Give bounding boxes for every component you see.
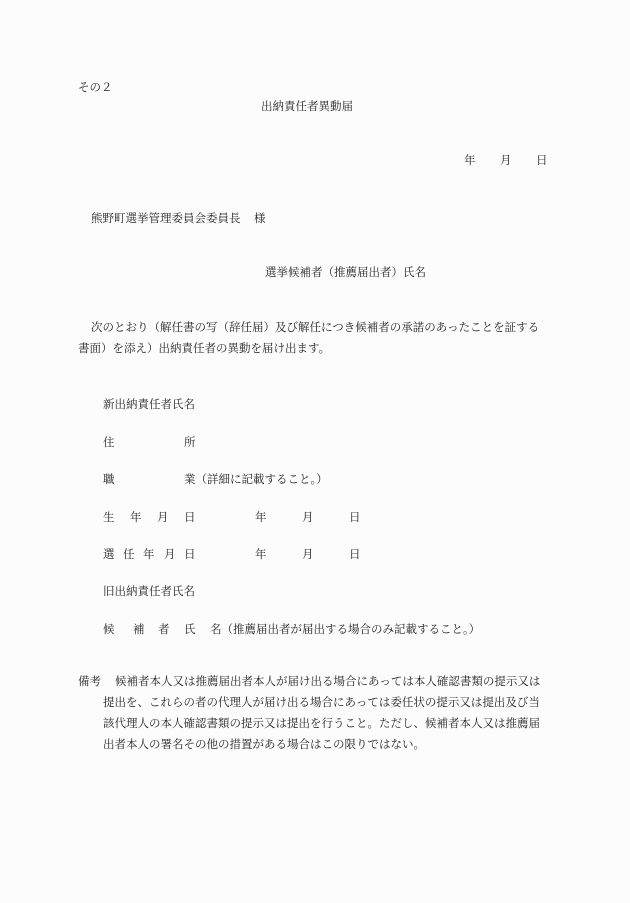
- address-label-char-2: 所: [184, 435, 196, 449]
- date-year: 年: [464, 153, 476, 167]
- candidate-label-char: 氏: [184, 622, 196, 636]
- appointment-label-char: 月: [164, 547, 176, 561]
- birthdate-label-char: 生: [103, 510, 115, 524]
- birthdate-day: 日: [349, 510, 361, 524]
- remarks-line-1: 候補者本人又は推薦届出者本人が届け出る場合にあっては本人確認書類の提示又は: [115, 674, 541, 688]
- appointment-label-char: 日: [184, 547, 196, 561]
- appointment-year: 年: [255, 547, 267, 561]
- candidate-label-rest: 名（推薦届出者が届出する場合のみ記載すること。）: [210, 622, 481, 636]
- address-label-char-1: 住: [103, 435, 115, 449]
- remarks-line-2: 提出を、これらの者の代理人が届け出る場合にあっては委任状の提示又は提出及び当: [103, 695, 540, 709]
- submitter-label: 選挙候補者（推薦届出者）氏名: [265, 265, 426, 279]
- appointment-day: 日: [349, 547, 361, 561]
- old-treasurer-name-label: 旧出納責任者氏名: [103, 584, 195, 598]
- form-number: その２: [78, 80, 113, 94]
- intro-line-1: 次のとおり（解任書の写（辞任届）及び解任につき候補者の承諾のあったことを証する: [91, 320, 540, 334]
- appointment-label-char: 任: [123, 547, 135, 561]
- birthdate-month: 月: [302, 510, 314, 524]
- occupation-label-rest: 業（詳細に記載すること。）: [184, 472, 328, 486]
- candidate-label-char: 候: [103, 622, 115, 636]
- document-title: 出納責任者異動届: [261, 99, 353, 113]
- birthdate-label-char: 日: [184, 510, 196, 524]
- remarks-heading: 備考: [78, 674, 101, 688]
- addressee-honorific: 様: [254, 211, 266, 225]
- intro-line-2: 書面）を添え）出納責任者の異動を届け出ます。: [78, 341, 331, 355]
- appointment-month: 月: [302, 547, 314, 561]
- addressee-name: 熊野町選挙管理委員会委員長: [91, 211, 241, 225]
- new-treasurer-name-label: 新出納責任者氏名: [103, 397, 195, 411]
- appointment-label-char: 年: [143, 547, 155, 561]
- candidate-label-char: 補: [133, 622, 145, 636]
- remarks-line-4: 出者本人の署名その他の措置がある場合はこの限りではない。: [103, 737, 425, 751]
- birthdate-year: 年: [255, 510, 267, 524]
- date-day: 日: [536, 153, 548, 167]
- remarks-line-3: 該代理人の本人確認書類の提示又は提出を行うこと。ただし、候補者本人又は推薦届: [103, 716, 540, 730]
- occupation-label-char-1: 職: [103, 472, 115, 486]
- date-month: 月: [500, 153, 512, 167]
- birthdate-label-char: 年: [130, 510, 142, 524]
- appointment-label-char: 選: [103, 547, 115, 561]
- candidate-label-char: 者: [158, 622, 170, 636]
- birthdate-label-char: 月: [157, 510, 169, 524]
